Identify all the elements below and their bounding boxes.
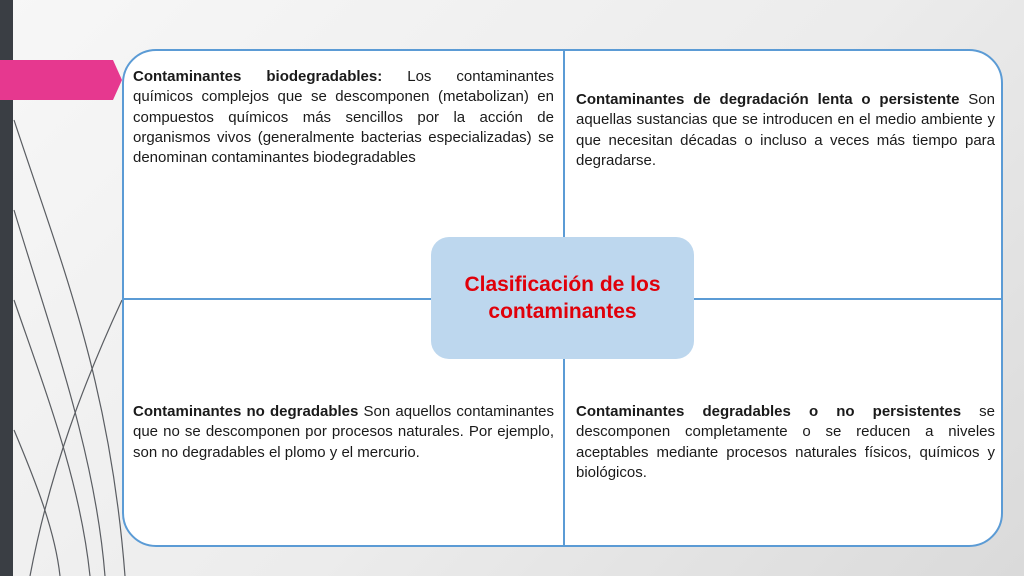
quadrant-biodegradables [133, 67, 554, 168]
quadrant-description: Son aquellas sustancias que se introducen en el medio ambiente y que necesitan décadas o incluso a veces más tiempo para degradarse. [576, 91, 995, 169]
center-title: Clasificación de los contaminantes [464, 273, 661, 323]
quadrant-no-degradables [133, 402, 554, 463]
quadrant-term: Contaminantes no degradables [133, 403, 359, 420]
quadrant-description: Son aquellos contaminantes que no se descomponen por procesos naturales. Por ejemplo, son no degradables el plomo y el mercurio. [133, 403, 554, 461]
quadrant-persistentes [576, 90, 995, 171]
center-node [431, 237, 694, 359]
quadrant-description: se descomponen completamente o se reducen a niveles aceptables mediante procesos naturales físicos, químicos y biológicos. [576, 403, 996, 481]
quadrant-term: Contaminantes de degradación lenta o persistente [576, 91, 960, 108]
quadrant-term: Contaminantes degradables o no persistentes [576, 403, 962, 420]
pink-arrow-icon [0, 0, 130, 576]
quadrant-term: Contaminantes biodegradables: [133, 68, 383, 85]
quadrant-description: Los contaminantes químicos complejos que se descomponen (metabolizan) en compuestos químicos más sencillos por la acción de organismos vivos (generalmente bacterias especializadas) se denominan contaminantes biodegradables [133, 68, 554, 167]
quadrant-degradables [576, 402, 995, 483]
